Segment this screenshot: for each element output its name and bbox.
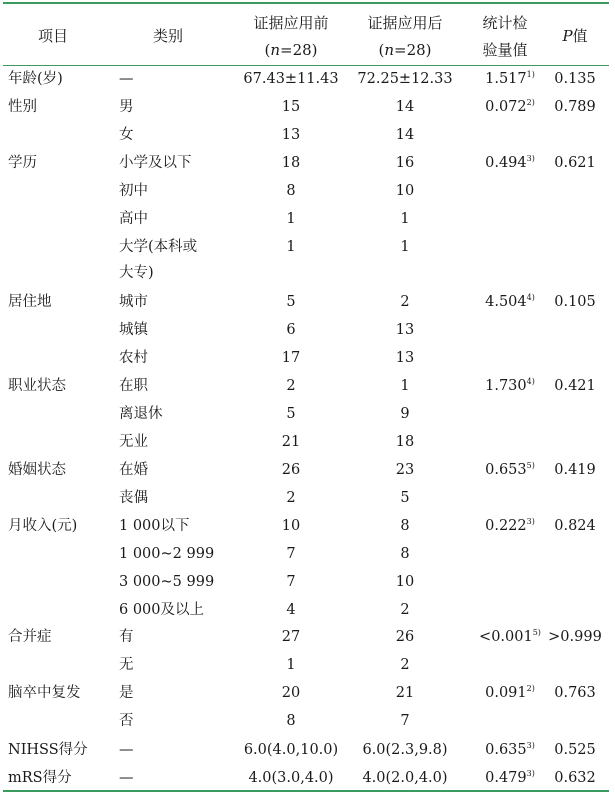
cell-after: 13 xyxy=(395,350,415,366)
header-rule xyxy=(3,65,609,66)
cell-after: 8 xyxy=(400,546,410,562)
cell-item: 年龄(岁) xyxy=(8,71,63,87)
cell-cat: 无 xyxy=(119,657,134,673)
cell-cat: 1 000以下 xyxy=(119,518,190,534)
cell-cat: 城镇 xyxy=(119,322,148,338)
stat-footnote: 3) xyxy=(526,154,535,164)
cell-cat: 丧偶 xyxy=(119,490,148,506)
header-p-value: P值 xyxy=(562,27,588,45)
stat-footnote: 3) xyxy=(526,517,535,527)
cell-p: 0.135 xyxy=(554,71,596,87)
cell-before: 20 xyxy=(281,685,301,701)
cell-p: 0.824 xyxy=(554,518,596,534)
cell-after: 14 xyxy=(395,99,415,115)
cell-after: 16 xyxy=(395,155,415,171)
cell-p: 0.105 xyxy=(554,294,596,310)
cell-cat: 否 xyxy=(119,713,134,729)
header-before-line1: 证据应用前 xyxy=(253,14,329,32)
cell-after: 4.0(2.0,4.0) xyxy=(362,770,448,786)
cell-cat: 是 xyxy=(119,685,134,701)
cell-p: 0.763 xyxy=(554,685,596,701)
cell-cat: 6 000及以上 xyxy=(119,602,205,618)
bottom-rule xyxy=(3,790,609,792)
stat-value: 0.222 xyxy=(485,518,527,534)
cell-after: 2 xyxy=(400,657,410,673)
cell-p: 0.789 xyxy=(554,99,596,115)
cell-item: 学历 xyxy=(8,155,37,171)
stat-footnote: 2) xyxy=(526,684,535,694)
cell-p: 0.421 xyxy=(554,378,596,394)
stat-footnote: 5) xyxy=(526,461,535,471)
stat-footnote: 3) xyxy=(526,769,535,779)
header-after-line1: 证据应用后 xyxy=(367,14,443,32)
cell-item: 合并症 xyxy=(8,629,52,645)
cell-before: 2 xyxy=(286,490,296,506)
stat-value: 4.504 xyxy=(485,294,527,310)
cell-item: 性别 xyxy=(8,99,37,115)
cell-after: 8 xyxy=(400,518,410,534)
cell-after: 7 xyxy=(400,713,410,729)
cell-before: 6 xyxy=(286,322,296,338)
cell-after: 9 xyxy=(400,406,410,422)
cell-after: 2 xyxy=(400,294,410,310)
cell-before: 21 xyxy=(281,434,301,450)
cell-after: 26 xyxy=(395,629,415,645)
cell-before: 5 xyxy=(286,406,296,422)
cell-before: 26 xyxy=(281,462,301,478)
cell-item: 居住地 xyxy=(8,294,52,310)
cell-before: 4.0(3.0,4.0) xyxy=(248,770,334,786)
cell-before: 18 xyxy=(281,155,301,171)
cell-cat: 初中 xyxy=(119,183,148,199)
cell-cat: 离退休 xyxy=(119,406,163,422)
cell-cat: 男 xyxy=(119,99,134,115)
cell-item: 职业状态 xyxy=(8,378,66,394)
stat-footnote: 3) xyxy=(526,741,535,751)
cell-cat: — xyxy=(119,71,134,87)
cell-before: 2 xyxy=(286,378,296,394)
cell-after: 18 xyxy=(395,434,415,450)
cell-before: 8 xyxy=(286,183,296,199)
cell-cat: 大学(本科或 xyxy=(119,239,198,255)
stat-footnote: 2) xyxy=(526,98,535,108)
cell-before: 7 xyxy=(286,546,296,562)
cell-cat: 高中 xyxy=(119,211,148,227)
cell-after: 23 xyxy=(395,462,415,478)
cell-after: 14 xyxy=(395,127,415,143)
cell-before: 67.43±11.43 xyxy=(243,71,339,87)
stat-value: 0.653 xyxy=(485,462,527,478)
cell-cat: 在职 xyxy=(119,378,148,394)
cell-cat: — xyxy=(119,770,134,786)
cell-after: 2 xyxy=(400,602,410,618)
stat-value: 1.517 xyxy=(485,71,527,87)
cell-before: 1 xyxy=(286,657,296,673)
header-item: 项目 xyxy=(38,27,69,45)
cell-after: 1 xyxy=(400,378,410,394)
cell-p: >0.999 xyxy=(548,629,602,645)
cell-before: 4 xyxy=(286,602,296,618)
cell-before: 8 xyxy=(286,713,296,729)
cell-before: 5 xyxy=(286,294,296,310)
cell-after: 5 xyxy=(400,490,410,506)
cell-item: 脑卒中复发 xyxy=(8,685,81,701)
cell-p: 0.632 xyxy=(554,770,596,786)
stat-value: 0.479 xyxy=(485,770,527,786)
cell-before: 17 xyxy=(281,350,301,366)
cell-after: 10 xyxy=(395,574,415,590)
stat-footnote: 5) xyxy=(532,628,541,638)
cell-after: 1 xyxy=(400,211,410,227)
cell-p: 0.525 xyxy=(554,742,596,758)
cell-cat: 女 xyxy=(119,127,134,143)
cell-item: 月收入(元) xyxy=(8,518,78,534)
stat-value: <0.001 xyxy=(479,629,533,645)
header-stat-line2: 验量值 xyxy=(482,41,528,59)
header-after-line2: (n=28) xyxy=(378,41,432,59)
cell-item: NIHSS得分 xyxy=(8,742,88,758)
cell-cat: 大专) xyxy=(119,265,154,281)
stat-value: 0.494 xyxy=(485,155,527,171)
header-category: 类别 xyxy=(153,27,184,45)
cell-cat: 有 xyxy=(119,629,134,645)
cell-cat: 在婚 xyxy=(119,462,148,478)
cell-cat: 农村 xyxy=(119,350,148,366)
cell-before: 27 xyxy=(281,629,301,645)
cell-after: 10 xyxy=(395,183,415,199)
cell-cat: 小学及以下 xyxy=(119,155,192,171)
cell-cat: 1 000~2 999 xyxy=(119,546,215,562)
cell-before: 6.0(4.0,10.0) xyxy=(243,742,339,758)
cell-after: 6.0(2.3,9.8) xyxy=(362,742,448,758)
stat-value: 0.072 xyxy=(485,99,527,115)
cell-p: 0.621 xyxy=(554,155,596,171)
stat-footnote: 4) xyxy=(526,293,535,303)
cell-cat: — xyxy=(119,742,134,758)
cell-before: 13 xyxy=(281,127,301,143)
header-before-line2: (n=28) xyxy=(264,41,318,59)
header-stat-line1: 统计检 xyxy=(482,14,528,32)
stat-footnote: 4) xyxy=(526,377,535,387)
cell-cat: 城市 xyxy=(119,294,148,310)
top-rule xyxy=(3,2,609,4)
cell-after: 13 xyxy=(395,322,415,338)
stat-value: 0.635 xyxy=(485,742,527,758)
cell-before: 15 xyxy=(281,99,301,115)
stat-value: 0.091 xyxy=(485,685,527,701)
stat-value: 1.730 xyxy=(485,378,527,394)
cell-cat: 3 000~5 999 xyxy=(119,574,215,590)
cell-before: 7 xyxy=(286,574,296,590)
cell-before: 1 xyxy=(286,239,296,255)
cell-after: 1 xyxy=(400,239,410,255)
stat-footnote: 1) xyxy=(526,70,535,80)
cell-p: 0.419 xyxy=(554,462,596,478)
cell-before: 1 xyxy=(286,211,296,227)
cell-cat: 无业 xyxy=(119,434,148,450)
cell-after: 72.25±12.33 xyxy=(357,71,453,87)
cell-before: 10 xyxy=(281,518,301,534)
cell-item: 婚姻状态 xyxy=(8,462,66,478)
cell-item: mRS得分 xyxy=(8,770,72,786)
cell-after: 21 xyxy=(395,685,415,701)
